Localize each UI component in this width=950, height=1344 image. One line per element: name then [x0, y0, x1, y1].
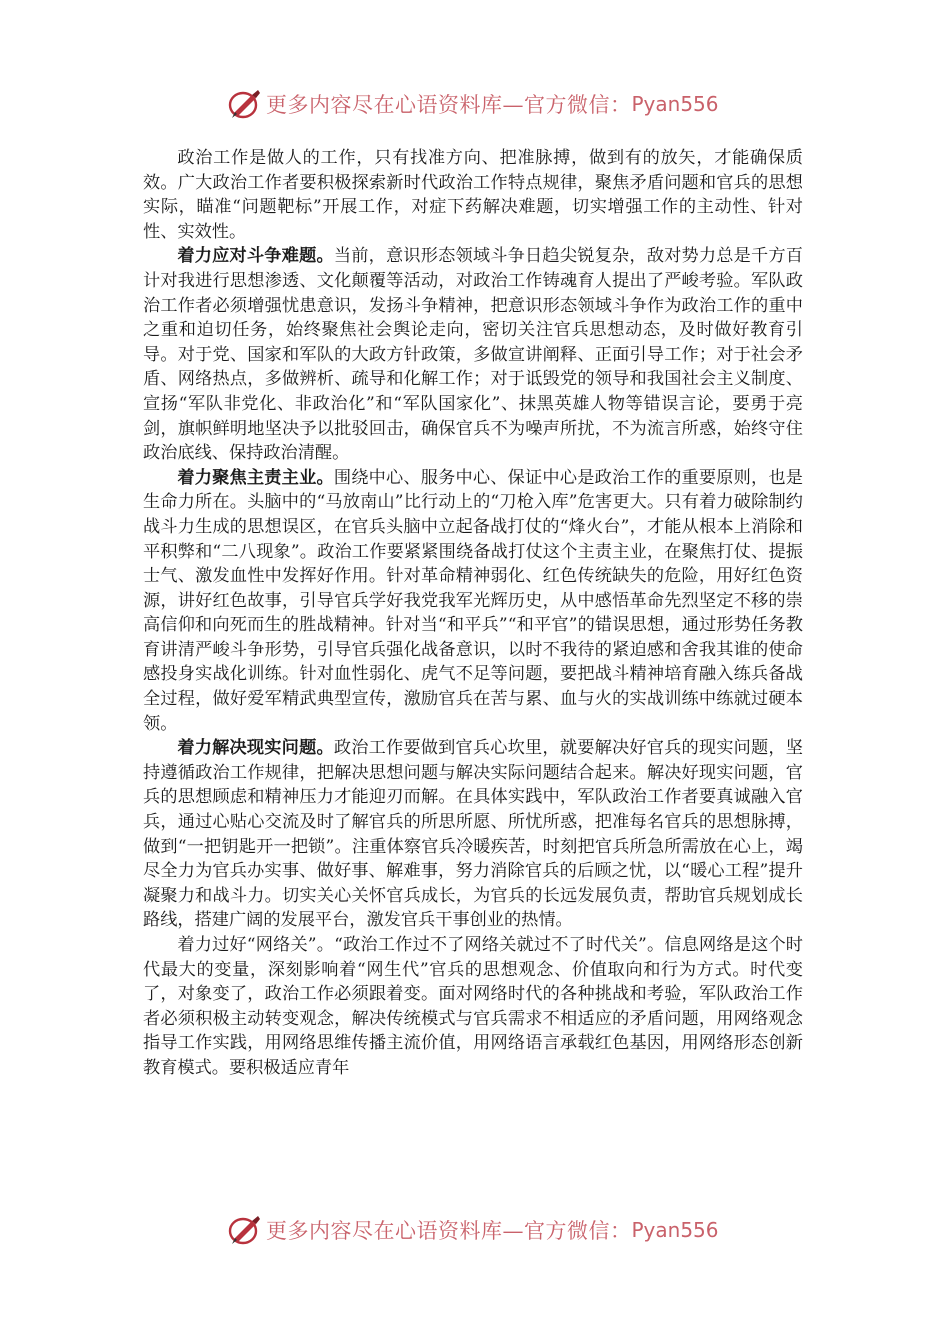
pen-logo-icon: [228, 87, 262, 121]
header-watermark: [228, 84, 748, 124]
paragraph-struggle: [143, 244, 803, 465]
paragraph-network: [143, 933, 803, 1081]
footer-watermark: [228, 1210, 748, 1250]
paragraph-text: 政治工作要做到官兵心坎里，就要解决好官兵的现实问题，坚持遵循政治工作规律，把解决思想问题与解决实际问题结合起来。解决好现实问题，官兵的思想顾虑和精神压力才能迎刃而解。在具体实践中，军队政治工作者要真诚融入官兵，通过心贴心交流及时了解官兵的所思所愿、所忧所惑，把准每名官兵的思想脉搏，做到“一把钥匙开一把锁”。注重体察官兵冷暖疾苦，时刻把官兵所急所需放在心上，竭尽全力为官兵办实事、做好事、解难事，努力消除官兵的后顾之忧，以“暖心工程”提升凝聚力和战斗力。切实关心关怀官兵成长，为官兵的长远发展负责，帮助官兵规划成长路线，搭建广阔的发展平台，激发官兵干事创业的热情。: [143, 738, 803, 931]
paragraph-text: 政治工作是做人的工作，只有找准方向、把准脉搏，做到有的放矢，才能确保质效。广大政治工作者要积极探索新时代政治工作特点规律，聚焦矛盾问题和官兵的思想实际，瞄准“问题靶标”开展工作，对症下药解决难题，切实增强工作的主动性、针对性、实效性。: [143, 148, 803, 242]
paragraph-lead: 着力聚焦主责主业。: [177, 467, 334, 488]
paragraph-lead: 着力应对斗争难题。: [177, 246, 334, 267]
watermark-wechat-id: Pyan556: [631, 92, 719, 116]
paragraph-main-duty: [143, 466, 803, 737]
watermark-text: 更多内容尽在心语资料库—官方微信：: [266, 93, 632, 117]
watermark-wechat-id: Pyan556: [631, 1218, 719, 1242]
paragraph-text: 围绕中心、服务中心、保证中心是政治工作的重要原则，也是生命力所在。头脑中的“马放南山”比行动上的“刀枪入库”危害更大。只有着力破除制约战斗力生成的思想误区，在官兵头脑中立起备战打仗的“烽火台”，才能从根本上消除和平积弊和“二八现象”。政治工作要紧紧围绕备战打仗这个主责主业，在聚焦打仗、提振士气、激发血性中发挥好作用。针对革命精神弱化、红色传统缺失的危险，用好红色资源，讲好红色故事，引导官兵学好我党我军光辉历史，从中感悟革命先烈坚定不移的崇高信仰和向死而生的胜战精神。针对当“和平兵”“和平官”的错误思想，通过形势任务教育讲清严峻斗争形势，引导官兵强化战备意识，以时不我待的紧迫感和舍我其谁的使命感投身实战化训练。针对血性弱化、虎气不足等问题，要把战斗精神培育融入练兵备战全过程，做好爱军精武典型宣传，激励官兵在苦与累、血与火的实战训练中练就过硬本领。: [143, 467, 803, 734]
paragraph-real-problems: [143, 736, 803, 933]
paragraph-lead: 着力解决现实问题。: [177, 738, 334, 759]
article-body: [143, 146, 803, 1081]
watermark-text: 更多内容尽在心语资料库—官方微信：: [266, 1219, 632, 1243]
paragraph-text: 当前，意识形态领域斗争日趋尖锐复杂，敌对势力总是千方百计对我进行思想渗透、文化颠覆等活动，对政治工作铸魂育人提出了严峻考验。军队政治工作者必须增强忧患意识，发扬斗争精神，把意识形态领域斗争作为政治工作的重中之重和迫切任务，始终聚焦社会舆论走向，密切关注官兵思想动态，及时做好教育引导。对于党、国家和军队的大政方针政策，多做宣讲阐释、正面引导工作；对于社会矛盾、网络热点，多做辨析、疏导和化解工作；对于诋毁党的领导和我国社会主义制度、宣扬“军队非党化、非政治化”和“军队国家化”、抹黑英雄人物等错误言论，要勇于亮剑，旗帜鲜明地坚决予以批驳回击，确保官兵不为噪声所扰，不为流言所惑，始终守住政治底线、保持政治清醒。: [143, 246, 803, 464]
paragraph-intro: [143, 146, 803, 244]
paragraph-text: 着力过好“网络关”。“政治工作过不了网络关就过不了时代关”。信息网络是这个时代最大的变量，深刻影响着“网生代”官兵的思想观念、价值取向和行为方式。时代变了，对象变了，政治工作必须跟着变。面对网络时代的各种挑战和考验，军队政治工作者必须积极主动转变观念，解决传统模式与官兵需求不相适应的矛盾问题，用网络观念指导工作实践，用网络思维传播主流价值，用网络语言承载红色基因，用网络形态创新教育模式。要积极适应青年: [143, 935, 803, 1078]
pen-logo-icon: [228, 1213, 262, 1247]
